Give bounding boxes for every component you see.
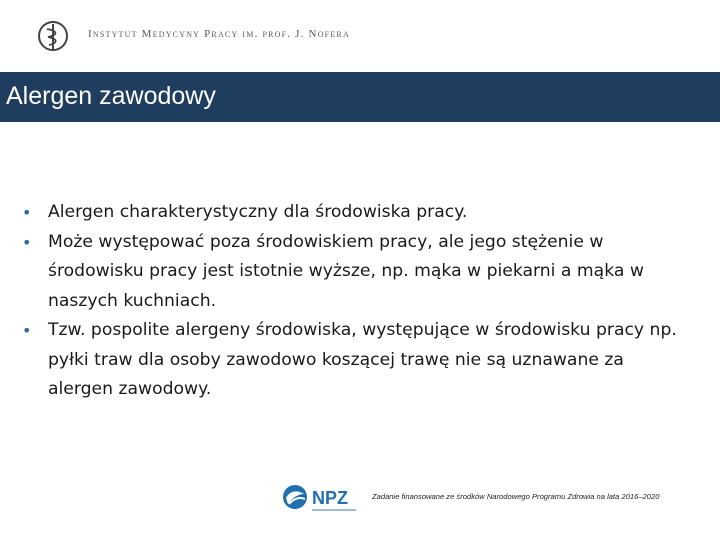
funding-note: Zadanie finansowane ze środków Narodowego Programu Zdrowia na lata 2016–2020 <box>372 492 660 501</box>
bullet-marker: • <box>22 321 32 340</box>
institute-name: Instytut Medycyny Pracy im. prof. J. Nofera <box>88 28 350 40</box>
caduceus-icon <box>36 18 70 54</box>
slide-title: Alergen zawodowy <box>6 82 216 110</box>
bullet-list <box>22 198 692 405</box>
bullet-item <box>22 198 692 228</box>
bullet-text: Może występować poza środowiskiem pracy, ale jego stężenie w środowisku pracy jest istotnie wyższe, np. mąka w piekarni a mąka w naszych kuchniach. <box>48 231 644 311</box>
npz-logo-text: NPZ <box>312 488 348 508</box>
bullet-item <box>22 228 692 317</box>
npz-logo-icon <box>280 482 368 516</box>
bullet-marker: • <box>22 203 32 222</box>
bullet-text: Alergen charakterystyczny dla środowiska pracy. <box>48 202 468 222</box>
bullet-item <box>22 316 692 405</box>
header <box>0 0 720 60</box>
bullet-marker: • <box>22 232 32 252</box>
bullet-text: Tzw. pospolite alergeny środowiska, występujące w środowisku pracy np. pyłki traw dla osoby zawodowo koszącej trawę nie są uznawane za alergen zawodowy. <box>48 320 677 399</box>
